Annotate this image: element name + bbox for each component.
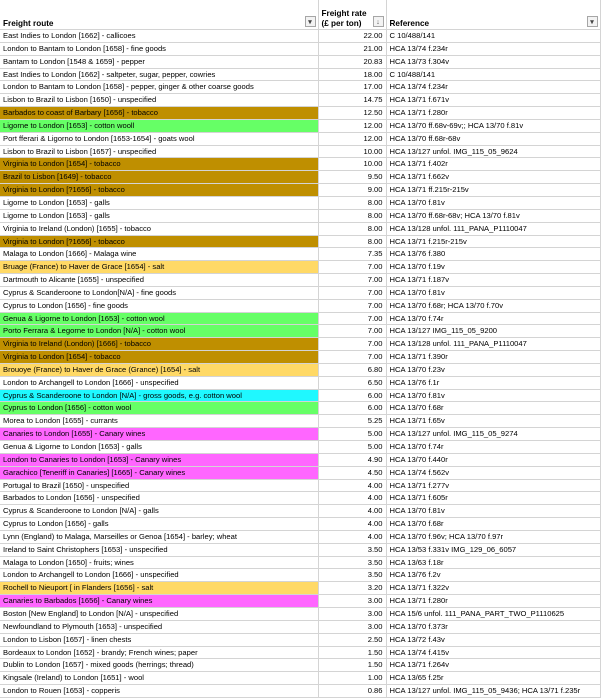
route-cell[interactable]: Rochell to Nieuport [ in Flanders [1656] - salt bbox=[0, 582, 318, 595]
table-row bbox=[0, 196, 600, 209]
rate-cell[interactable]: 5.00 bbox=[318, 441, 386, 454]
reference-cell[interactable]: HCA 13/70 f.81v bbox=[386, 505, 600, 518]
route-cell[interactable]: Bordeaux to London [1652] - brandy; French wines; paper bbox=[0, 646, 318, 659]
route-cell[interactable]: Cyprus to London [1656] - cotton wool bbox=[0, 402, 318, 415]
reference-cell[interactable]: C 10/488/141 bbox=[386, 30, 600, 43]
route-cell[interactable]: Cyprus to London [1656] - fine goods bbox=[0, 299, 318, 312]
table-row bbox=[0, 286, 600, 299]
reference-cell[interactable]: HCA 13/73 f.304v bbox=[386, 55, 600, 68]
rate-cell[interactable]: 20.83 bbox=[318, 55, 386, 68]
reference-cell[interactable]: HCA 13/71 f.671v bbox=[386, 94, 600, 107]
route-cell[interactable]: Ireland to Saint Christophers [1653] - unspecified bbox=[0, 543, 318, 556]
reference-cell[interactable]: HCA 13/71 f.280r bbox=[386, 595, 600, 608]
route-cell[interactable]: Portugal to Brazil [1650] - unspecified bbox=[0, 479, 318, 492]
rate-cell[interactable]: 1.50 bbox=[318, 659, 386, 672]
reference-cell[interactable]: HCA 13/63 f.18r bbox=[386, 556, 600, 569]
table-row bbox=[0, 222, 600, 235]
table-row bbox=[0, 235, 600, 248]
table-row bbox=[0, 158, 600, 171]
route-cell[interactable]: London to Archangell to London [1666] - unspecified bbox=[0, 376, 318, 389]
table-row bbox=[0, 428, 600, 441]
rate-cell[interactable]: 9.00 bbox=[318, 184, 386, 197]
route-cell[interactable]: Lisbon to Brazil to Lisbon [1650] - unspecified bbox=[0, 94, 318, 107]
reference-cell[interactable]: HCA 13/71 ff.215r-215v bbox=[386, 184, 600, 197]
table-row bbox=[0, 184, 600, 197]
reference-cell[interactable]: HCA 13/70 ff.68v-69v;; HCA 13/70 f.81v bbox=[386, 119, 600, 132]
table-row bbox=[0, 685, 600, 698]
reference-cell[interactable]: HCA 13/76 f.380 bbox=[386, 248, 600, 261]
rate-cell[interactable]: 3.00 bbox=[318, 607, 386, 620]
rate-cell[interactable]: 7.00 bbox=[318, 274, 386, 287]
reference-cell[interactable]: HCA 13/71 f.605r bbox=[386, 492, 600, 505]
table-row bbox=[0, 569, 600, 582]
route-cell[interactable]: Ligorne to London [1653] - galls bbox=[0, 196, 318, 209]
route-cell[interactable]: London to Lisbon [1657] - linen chests bbox=[0, 633, 318, 646]
reference-cell[interactable]: C 10/488/141 bbox=[386, 68, 600, 81]
route-cell[interactable]: Ligorne to London [1653] - cotton wooll bbox=[0, 119, 318, 132]
rate-cell[interactable]: 22.00 bbox=[318, 30, 386, 43]
reference-cell[interactable]: HCA 13/70 f.68r bbox=[386, 518, 600, 531]
table-row bbox=[0, 402, 600, 415]
reference-cell[interactable]: HCA 13/128 unfol. 111_PANA_P1110047 bbox=[386, 338, 600, 351]
route-cell[interactable]: Morea to London [1655] - currants bbox=[0, 415, 318, 428]
rate-cell[interactable]: 7.00 bbox=[318, 351, 386, 364]
reference-cell[interactable]: HCA 13/70 f.23v bbox=[386, 363, 600, 376]
rate-cell[interactable]: 18.00 bbox=[318, 68, 386, 81]
table-row bbox=[0, 248, 600, 261]
reference-cell[interactable]: HCA 13/70 f.19v bbox=[386, 261, 600, 274]
table-row bbox=[0, 209, 600, 222]
route-cell[interactable]: Virginia to London [1654] - tobacco bbox=[0, 158, 318, 171]
rate-cell[interactable]: 3.20 bbox=[318, 582, 386, 595]
route-cell[interactable]: Genua & Ligorne to London [1653] - cotton wool bbox=[0, 312, 318, 325]
reference-cell[interactable]: HCA 13/70 ff.68r-68v; HCA 13/70 f.81v bbox=[386, 209, 600, 222]
reference-cell[interactable]: HCA 13/71 f.264v bbox=[386, 659, 600, 672]
table-body bbox=[0, 30, 600, 698]
route-cell[interactable]: London to Canaries to London [1653] - Canary wines bbox=[0, 453, 318, 466]
rate-cell[interactable]: 4.50 bbox=[318, 466, 386, 479]
rate-cell[interactable]: 7.00 bbox=[318, 338, 386, 351]
reference-cell[interactable]: HCA 13/71 f.280r bbox=[386, 107, 600, 120]
rate-cell[interactable]: 10.00 bbox=[318, 145, 386, 158]
rate-cell[interactable]: 3.50 bbox=[318, 556, 386, 569]
route-cell[interactable]: London to Rouen [1653] - copperis bbox=[0, 685, 318, 698]
rate-cell[interactable]: 2.50 bbox=[318, 633, 386, 646]
table-row bbox=[0, 42, 600, 55]
rate-cell[interactable]: 14.75 bbox=[318, 94, 386, 107]
rate-cell[interactable]: 9.50 bbox=[318, 171, 386, 184]
route-cell[interactable]: Bantam to London [1548 & 1659] - pepper bbox=[0, 55, 318, 68]
route-cell[interactable]: Ligorne to London [1653] - galls bbox=[0, 209, 318, 222]
table-row bbox=[0, 607, 600, 620]
table-row bbox=[0, 145, 600, 158]
table-row bbox=[0, 55, 600, 68]
reference-cell[interactable]: HCA 13/127 unfol. IMG_115_05_9436; HCA 13/71 f.235r bbox=[386, 685, 600, 698]
route-cell[interactable]: Garachico [Teneriff in Canaries] [1665] - Canary wines bbox=[0, 466, 318, 479]
reference-cell[interactable]: HCA 13/53 f.331v IMG_129_06_6057 bbox=[386, 543, 600, 556]
table-row bbox=[0, 466, 600, 479]
table-row bbox=[0, 530, 600, 543]
reference-cell[interactable]: HCA 13/70 f.81v bbox=[386, 389, 600, 402]
table-row bbox=[0, 672, 600, 685]
rate-cell[interactable]: 7.00 bbox=[318, 325, 386, 338]
route-cell[interactable]: East Indies to London [1662] - callicoes bbox=[0, 30, 318, 43]
header-freight-route-label: Freight route bbox=[3, 19, 54, 28]
reference-cell[interactable]: HCA 13/74 f.562v bbox=[386, 466, 600, 479]
table-row bbox=[0, 30, 600, 43]
reference-cell[interactable]: HCA 13/70 f.96v; HCA 13/70 f.97r bbox=[386, 530, 600, 543]
table-row bbox=[0, 94, 600, 107]
rate-cell[interactable]: 7.00 bbox=[318, 286, 386, 299]
table-row bbox=[0, 325, 600, 338]
route-cell[interactable]: Virginia to Ireland (London) [1655] - tobacco bbox=[0, 222, 318, 235]
rate-cell[interactable]: 7.00 bbox=[318, 261, 386, 274]
route-cell[interactable]: Virginia to London [1654] - tobacco bbox=[0, 351, 318, 364]
table-row bbox=[0, 441, 600, 454]
header-freight-rate-label: Freight rate (£ per ton) bbox=[321, 9, 367, 28]
rate-cell[interactable]: 6.80 bbox=[318, 363, 386, 376]
filter-dropdown-icon[interactable]: ▾ bbox=[587, 16, 598, 27]
table-row bbox=[0, 274, 600, 287]
table-row bbox=[0, 620, 600, 633]
rate-cell[interactable]: 4.00 bbox=[318, 492, 386, 505]
table-row bbox=[0, 582, 600, 595]
reference-cell[interactable]: HCA 13/127 IMG_115_05_9200 bbox=[386, 325, 600, 338]
table-row bbox=[0, 299, 600, 312]
route-cell[interactable]: Boston [New England] to London [N/A] - unspecified bbox=[0, 607, 318, 620]
table-row bbox=[0, 376, 600, 389]
rate-cell[interactable]: 7.00 bbox=[318, 312, 386, 325]
route-cell[interactable]: Lisbon to Brazil to Lisbon [1657] - unspecified bbox=[0, 145, 318, 158]
rate-cell[interactable]: 3.00 bbox=[318, 620, 386, 633]
route-cell[interactable]: Port fferari & Ligorno to London [1653-1654] - goats wool bbox=[0, 132, 318, 145]
header-row bbox=[0, 0, 600, 30]
route-cell[interactable]: Virginia to London [?1656] - tobacco bbox=[0, 235, 318, 248]
rate-cell[interactable]: 4.90 bbox=[318, 453, 386, 466]
table-row bbox=[0, 261, 600, 274]
route-cell[interactable]: Canaries to Barbados [1656] - Canary wines bbox=[0, 595, 318, 608]
route-cell[interactable]: London to Archangell to London [1666] - unspecified bbox=[0, 569, 318, 582]
header-freight-rate[interactable] bbox=[318, 0, 386, 30]
table-row bbox=[0, 543, 600, 556]
filter-dropdown-icon[interactable]: ▾ bbox=[305, 16, 316, 27]
table-row bbox=[0, 492, 600, 505]
table-row bbox=[0, 479, 600, 492]
rate-cell[interactable]: 8.00 bbox=[318, 196, 386, 209]
rate-cell[interactable]: 8.00 bbox=[318, 209, 386, 222]
table-row bbox=[0, 556, 600, 569]
reference-cell[interactable]: HCA 13/71 f.390r bbox=[386, 351, 600, 364]
reference-cell[interactable]: HCA 13/70 f.68r; HCA 13/70 f.70v bbox=[386, 299, 600, 312]
reference-cell[interactable]: HCA 13/70 f.68r bbox=[386, 402, 600, 415]
table-row bbox=[0, 132, 600, 145]
header-freight-route[interactable] bbox=[0, 0, 318, 30]
route-cell[interactable]: Barbados to coast of Barbary [1656] - tobacco bbox=[0, 107, 318, 120]
reference-cell[interactable]: HCA 13/71 f.402r bbox=[386, 158, 600, 171]
route-cell[interactable]: Newfoundland to Plymouth [1653] - unspecified bbox=[0, 620, 318, 633]
table-row bbox=[0, 68, 600, 81]
reference-cell[interactable]: HCA 13/70 f.74r bbox=[386, 441, 600, 454]
reference-cell[interactable]: HCA 13/70 f.81v bbox=[386, 286, 600, 299]
table-row bbox=[0, 659, 600, 672]
reference-cell[interactable]: HCA 13/71 f.662v bbox=[386, 171, 600, 184]
route-cell[interactable]: Brouoye (France) to Haver de Grace (Grance) [1654] - salt bbox=[0, 363, 318, 376]
route-cell[interactable]: Brazil to Lisbon [1649] - tobacco bbox=[0, 171, 318, 184]
rate-cell[interactable]: 8.00 bbox=[318, 222, 386, 235]
reference-cell[interactable]: HCA 13/71 f.65v bbox=[386, 415, 600, 428]
rate-cell[interactable]: 6.00 bbox=[318, 402, 386, 415]
reference-cell[interactable]: HCA 13/70 f.81v bbox=[386, 196, 600, 209]
route-cell[interactable]: Porto Ferrara & Legorne to London [N/A] - cotton wool bbox=[0, 325, 318, 338]
reference-cell[interactable]: HCA 13/71 f.277v bbox=[386, 479, 600, 492]
reference-cell[interactable]: HCA 13/127 unfol. IMG_115_05_9624 bbox=[386, 145, 600, 158]
route-cell[interactable]: London to Bantam to London [1658] - fine goods bbox=[0, 42, 318, 55]
reference-cell[interactable]: HCA 13/74 f.234r bbox=[386, 42, 600, 55]
table-row bbox=[0, 518, 600, 531]
route-cell[interactable]: Barbados to London [1656] - unspecified bbox=[0, 492, 318, 505]
reference-cell[interactable]: HCA 15/6 unfol. 111_PANA_PART_TWO_P1110625 bbox=[386, 607, 600, 620]
reference-cell[interactable]: HCA 13/76 f.1r bbox=[386, 376, 600, 389]
table-row bbox=[0, 363, 600, 376]
reference-cell[interactable]: HCA 13/74 f.415v bbox=[386, 646, 600, 659]
table-row bbox=[0, 633, 600, 646]
route-cell[interactable]: Cyprus & Scanderoone to London[N/A] - fine goods bbox=[0, 286, 318, 299]
route-cell[interactable]: Virginia to London [?1656] - tobacco bbox=[0, 184, 318, 197]
reference-cell[interactable]: HCA 13/74 f.234r bbox=[386, 81, 600, 94]
reference-cell[interactable]: HCA 13/71 f.215r-215v bbox=[386, 235, 600, 248]
rate-cell[interactable]: 5.25 bbox=[318, 415, 386, 428]
route-cell[interactable]: Virginia to Ireland (London) [1666] - tobacco bbox=[0, 338, 318, 351]
header-reference-label: Reference bbox=[389, 19, 430, 28]
rate-cell[interactable]: 4.00 bbox=[318, 479, 386, 492]
route-cell[interactable]: Canaries to London [1655] - Canary wines bbox=[0, 428, 318, 441]
route-cell[interactable]: Kingsale (Ireland) to London [1651] - wool bbox=[0, 672, 318, 685]
rate-cell[interactable]: 6.50 bbox=[318, 376, 386, 389]
rate-cell[interactable]: 17.00 bbox=[318, 81, 386, 94]
rate-cell[interactable]: 4.00 bbox=[318, 530, 386, 543]
reference-cell[interactable]: HCA 13/70 ff.68r-68v bbox=[386, 132, 600, 145]
rate-cell[interactable]: 7.00 bbox=[318, 299, 386, 312]
rate-cell[interactable]: 12.00 bbox=[318, 132, 386, 145]
rate-cell[interactable]: 21.00 bbox=[318, 42, 386, 55]
rate-cell[interactable]: 7.35 bbox=[318, 248, 386, 261]
rate-cell[interactable]: 8.00 bbox=[318, 235, 386, 248]
route-cell[interactable]: East Indies to London [1662] - saltpeter, sugar, pepper, cowries bbox=[0, 68, 318, 81]
route-cell[interactable]: Bruage (France) to Haver de Grace [1654] - salt bbox=[0, 261, 318, 274]
sort-descending-icon[interactable]: ↓ bbox=[373, 16, 384, 27]
route-cell[interactable]: Malaga to London [1650] - fruits; wines bbox=[0, 556, 318, 569]
table-row bbox=[0, 351, 600, 364]
reference-cell[interactable]: HCA 13/70 f.440r bbox=[386, 453, 600, 466]
table-row bbox=[0, 453, 600, 466]
rate-cell[interactable]: 12.00 bbox=[318, 119, 386, 132]
route-cell[interactable]: Malaga to London [1666] - Malaga wine bbox=[0, 248, 318, 261]
rate-cell[interactable]: 5.00 bbox=[318, 428, 386, 441]
reference-cell[interactable]: HCA 13/65 f.25r bbox=[386, 672, 600, 685]
table-row bbox=[0, 107, 600, 120]
rate-cell[interactable]: 10.00 bbox=[318, 158, 386, 171]
reference-cell[interactable]: HCA 13/128 unfol. 111_PANA_P1110047 bbox=[386, 222, 600, 235]
reference-cell[interactable]: HCA 13/71 f.187v bbox=[386, 274, 600, 287]
route-cell[interactable]: London to Bantam to London [1658] - pepper, ginger & other coarse goods bbox=[0, 81, 318, 94]
table-row bbox=[0, 81, 600, 94]
table-row bbox=[0, 338, 600, 351]
reference-cell[interactable]: HCA 13/70 f.74r bbox=[386, 312, 600, 325]
route-cell[interactable]: Dartmouth to Alicante [1655] - unspecified bbox=[0, 274, 318, 287]
rate-cell[interactable]: 3.00 bbox=[318, 595, 386, 608]
rate-cell[interactable]: 6.00 bbox=[318, 389, 386, 402]
table-row bbox=[0, 595, 600, 608]
rate-cell[interactable]: 1.50 bbox=[318, 646, 386, 659]
rate-cell[interactable]: 4.00 bbox=[318, 505, 386, 518]
rate-cell[interactable]: 4.00 bbox=[318, 518, 386, 531]
route-cell[interactable]: Lynn (England) to Malaga, Marseilles or Genoa [1654] - barley; wheat bbox=[0, 530, 318, 543]
rate-cell[interactable]: 3.50 bbox=[318, 569, 386, 582]
rate-cell[interactable]: 3.50 bbox=[318, 543, 386, 556]
rate-cell[interactable]: 1.00 bbox=[318, 672, 386, 685]
table-row bbox=[0, 505, 600, 518]
route-cell[interactable]: Genua & Ligorne to London [1653] - galls bbox=[0, 441, 318, 454]
table-row bbox=[0, 312, 600, 325]
table-row bbox=[0, 415, 600, 428]
route-cell[interactable]: Cyprus to London [1656] - galls bbox=[0, 518, 318, 531]
header-reference[interactable] bbox=[386, 0, 600, 30]
table-row bbox=[0, 171, 600, 184]
table-row bbox=[0, 119, 600, 132]
reference-cell[interactable]: HCA 13/72 f.43v bbox=[386, 633, 600, 646]
route-cell[interactable]: Cyprus & Scanderoone to London [N/A] - gross goods, e.g. cotton wool bbox=[0, 389, 318, 402]
reference-cell[interactable]: HCA 13/127 unfol. IMG_115_05_9274 bbox=[386, 428, 600, 441]
rate-cell[interactable]: 12.50 bbox=[318, 107, 386, 120]
reference-cell[interactable]: HCA 13/70 f.373r bbox=[386, 620, 600, 633]
reference-cell[interactable]: HCA 13/71 f.322v bbox=[386, 582, 600, 595]
reference-cell[interactable]: HCA 13/76 f.2v bbox=[386, 569, 600, 582]
route-cell[interactable]: Cyprus & Scanderoone to London [N/A] - galls bbox=[0, 505, 318, 518]
route-cell[interactable]: Dublin to London [1657] - mixed goods (herrings; thread) bbox=[0, 659, 318, 672]
table-row bbox=[0, 646, 600, 659]
table-row bbox=[0, 389, 600, 402]
rate-cell[interactable]: 0.86 bbox=[318, 685, 386, 698]
